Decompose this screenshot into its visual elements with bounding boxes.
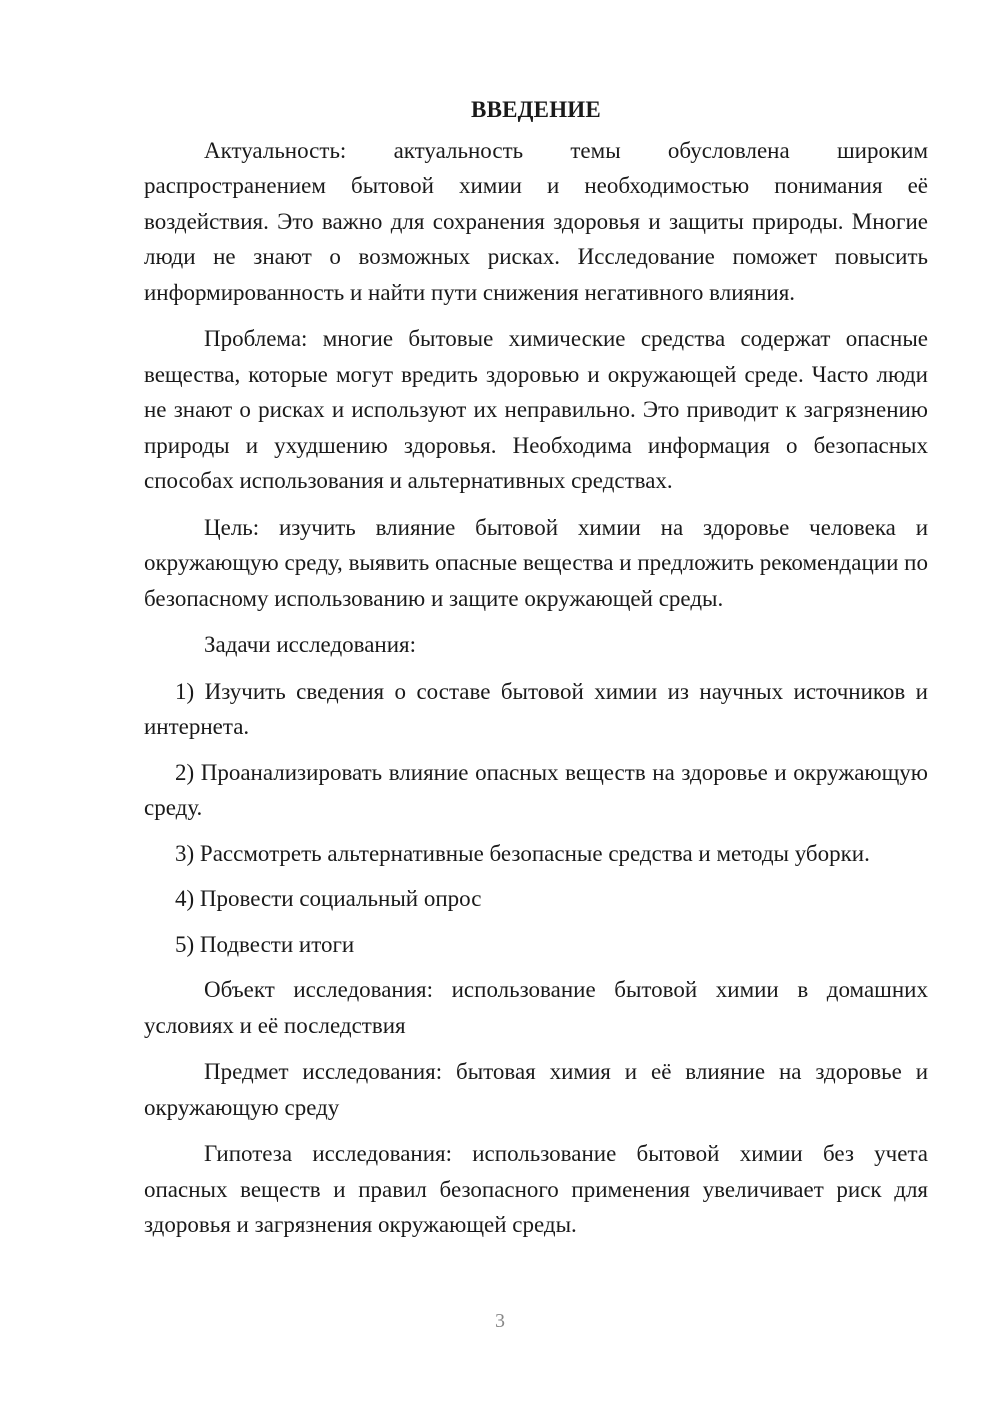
task-item-2: 2) Проанализировать влияние опасных веществ на здоровье и окружающую среду.	[144, 759, 928, 820]
task-item-3: 3) Рассмотреть альтернативные безопасные средства и методы уборки.	[175, 840, 870, 866]
task-item-4: 4) Провести социальный опрос	[175, 886, 482, 911]
page-title: ВВЕДЕНИЕ	[471, 97, 601, 122]
paragraph-subject: Предмет исследования: бытовая химия и её влияние на здоровье и окружающую среду	[144, 1059, 928, 1120]
tasks-heading: Задачи исследования:	[204, 632, 417, 657]
paragraph-problem: Проблема: многие бытовые химические средства содержат опасные вещества, которые могут вредить здоровью и окружающей среде. Часто люди не знают о рисках и используют их неправильно. Это приводит к загрязнению природы и ухудшению здоровья. Необходима информация о безопасных способах использования и альтернативных средствах.	[144, 326, 928, 493]
page-content	[144, 92, 928, 1254]
paragraph-hypothesis: Гипотеза исследования: использование бытовой химии без учета опасных веществ и правил безопасного применения увеличивает риск для здоровья и загрязнения окружающей среды.	[144, 1141, 928, 1237]
tasks-list	[144, 674, 928, 963]
task-item-1: 1) Изучить сведения о составе бытовой химии из научных источников и интернета.	[144, 678, 928, 739]
page-number: 3	[495, 1310, 505, 1332]
task-item-5: 5) Подвести итоги	[175, 931, 355, 957]
paragraph-object: Объект исследования: использование бытовой химии в домашних условиях и её последствия	[144, 977, 928, 1038]
paragraph-relevance: Актуальность: актуальность темы обусловлена широким распространением бытовой химии и необходимостью понимания её воздействия. Это важно для сохранения здоровья и защиты природы. Многие люди не знают о возможных рисках. Исследование поможет повысить информированность и найти пути снижения негативного влияния.	[144, 137, 928, 305]
paragraph-goal: Цель: изучить влияние бытовой химии на здоровье человека и окружающую среду, выявить опасные вещества и предложить рекомендации по безопасному использованию и защите окружающей среды.	[144, 514, 928, 611]
